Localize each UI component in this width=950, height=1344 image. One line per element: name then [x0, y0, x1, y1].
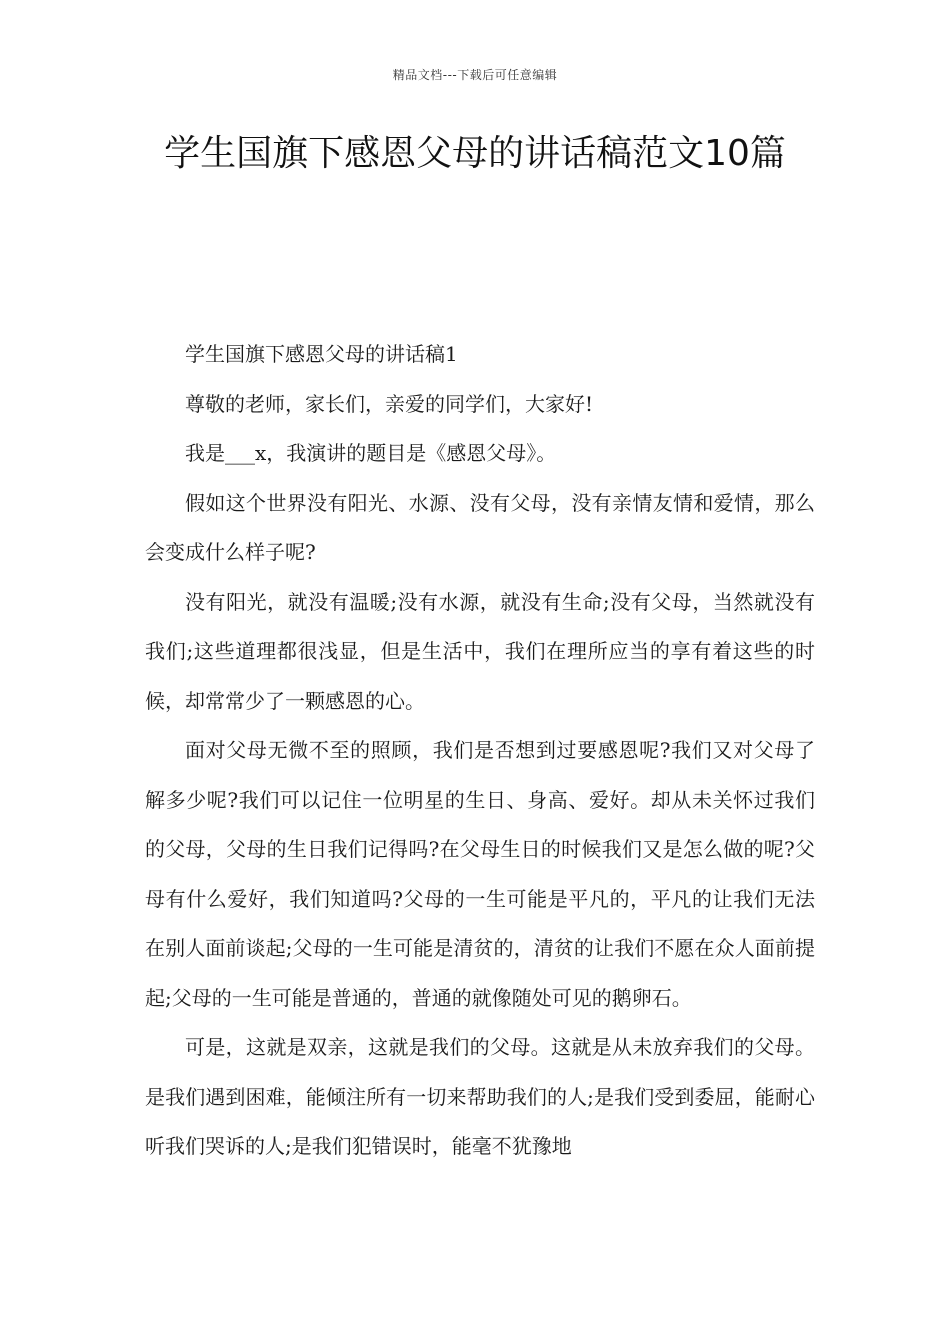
- paragraph-greeting: 尊敬的老师，家长们，亲爱的同学们，大家好!: [185, 391, 594, 416]
- paragraph: 没有阳光，就没有温暖;没有水源，就没有生命;没有父母，当然就没有我们;这些道理都很浅显，但是生活中，我们在理所应当的享有着这些的时候，却常常少了一颗感恩的心。: [145, 589, 815, 713]
- paragraph: 面对父母无微不至的照顾，我们是否想到过要感恩呢?我们又对父母了解多少呢?我们可以记住一位明星的生日、身高、爱好。却从未关怀过我们的父母，父母的生日我们记得吗?在父母生日的时候我们又是怎么做的呢?父母有什么爱好，我们知道吗?父母的一生可能是平凡的，平凡的让我们无法在别人面前谈起;父母的一生可能是清贫的，清贫的让我们不愿在众人面前提起;父母的一生可能是普通的，普通的就像随处可见的鹅卵石。: [145, 738, 815, 1010]
- paragraph: 可是，这就是双亲，这就是我们的父母。这就是从未放弃我们的父母。是我们遇到困难，能倾注所有一切来帮助我们的人;是我们受到委屈，能耐心听我们哭诉的人;是我们犯错误时，能毫不犹豫地: [145, 1035, 815, 1158]
- document-body: [145, 330, 815, 1172]
- paragraph-intro: 我是___x，我演讲的题目是《感恩父母》。: [185, 441, 557, 465]
- header-note: 精品文档---下载后可任意编辑: [392, 68, 558, 82]
- paragraph: 假如这个世界没有阳光、水源、没有父母，没有亲情友情和爱情，那么会变成什么样子呢?: [145, 490, 815, 564]
- document-title: 学生国旗下感恩父母的讲话稿范文10篇: [164, 133, 786, 174]
- paragraph-subtitle: 学生国旗下感恩父母的讲话稿1: [185, 342, 458, 366]
